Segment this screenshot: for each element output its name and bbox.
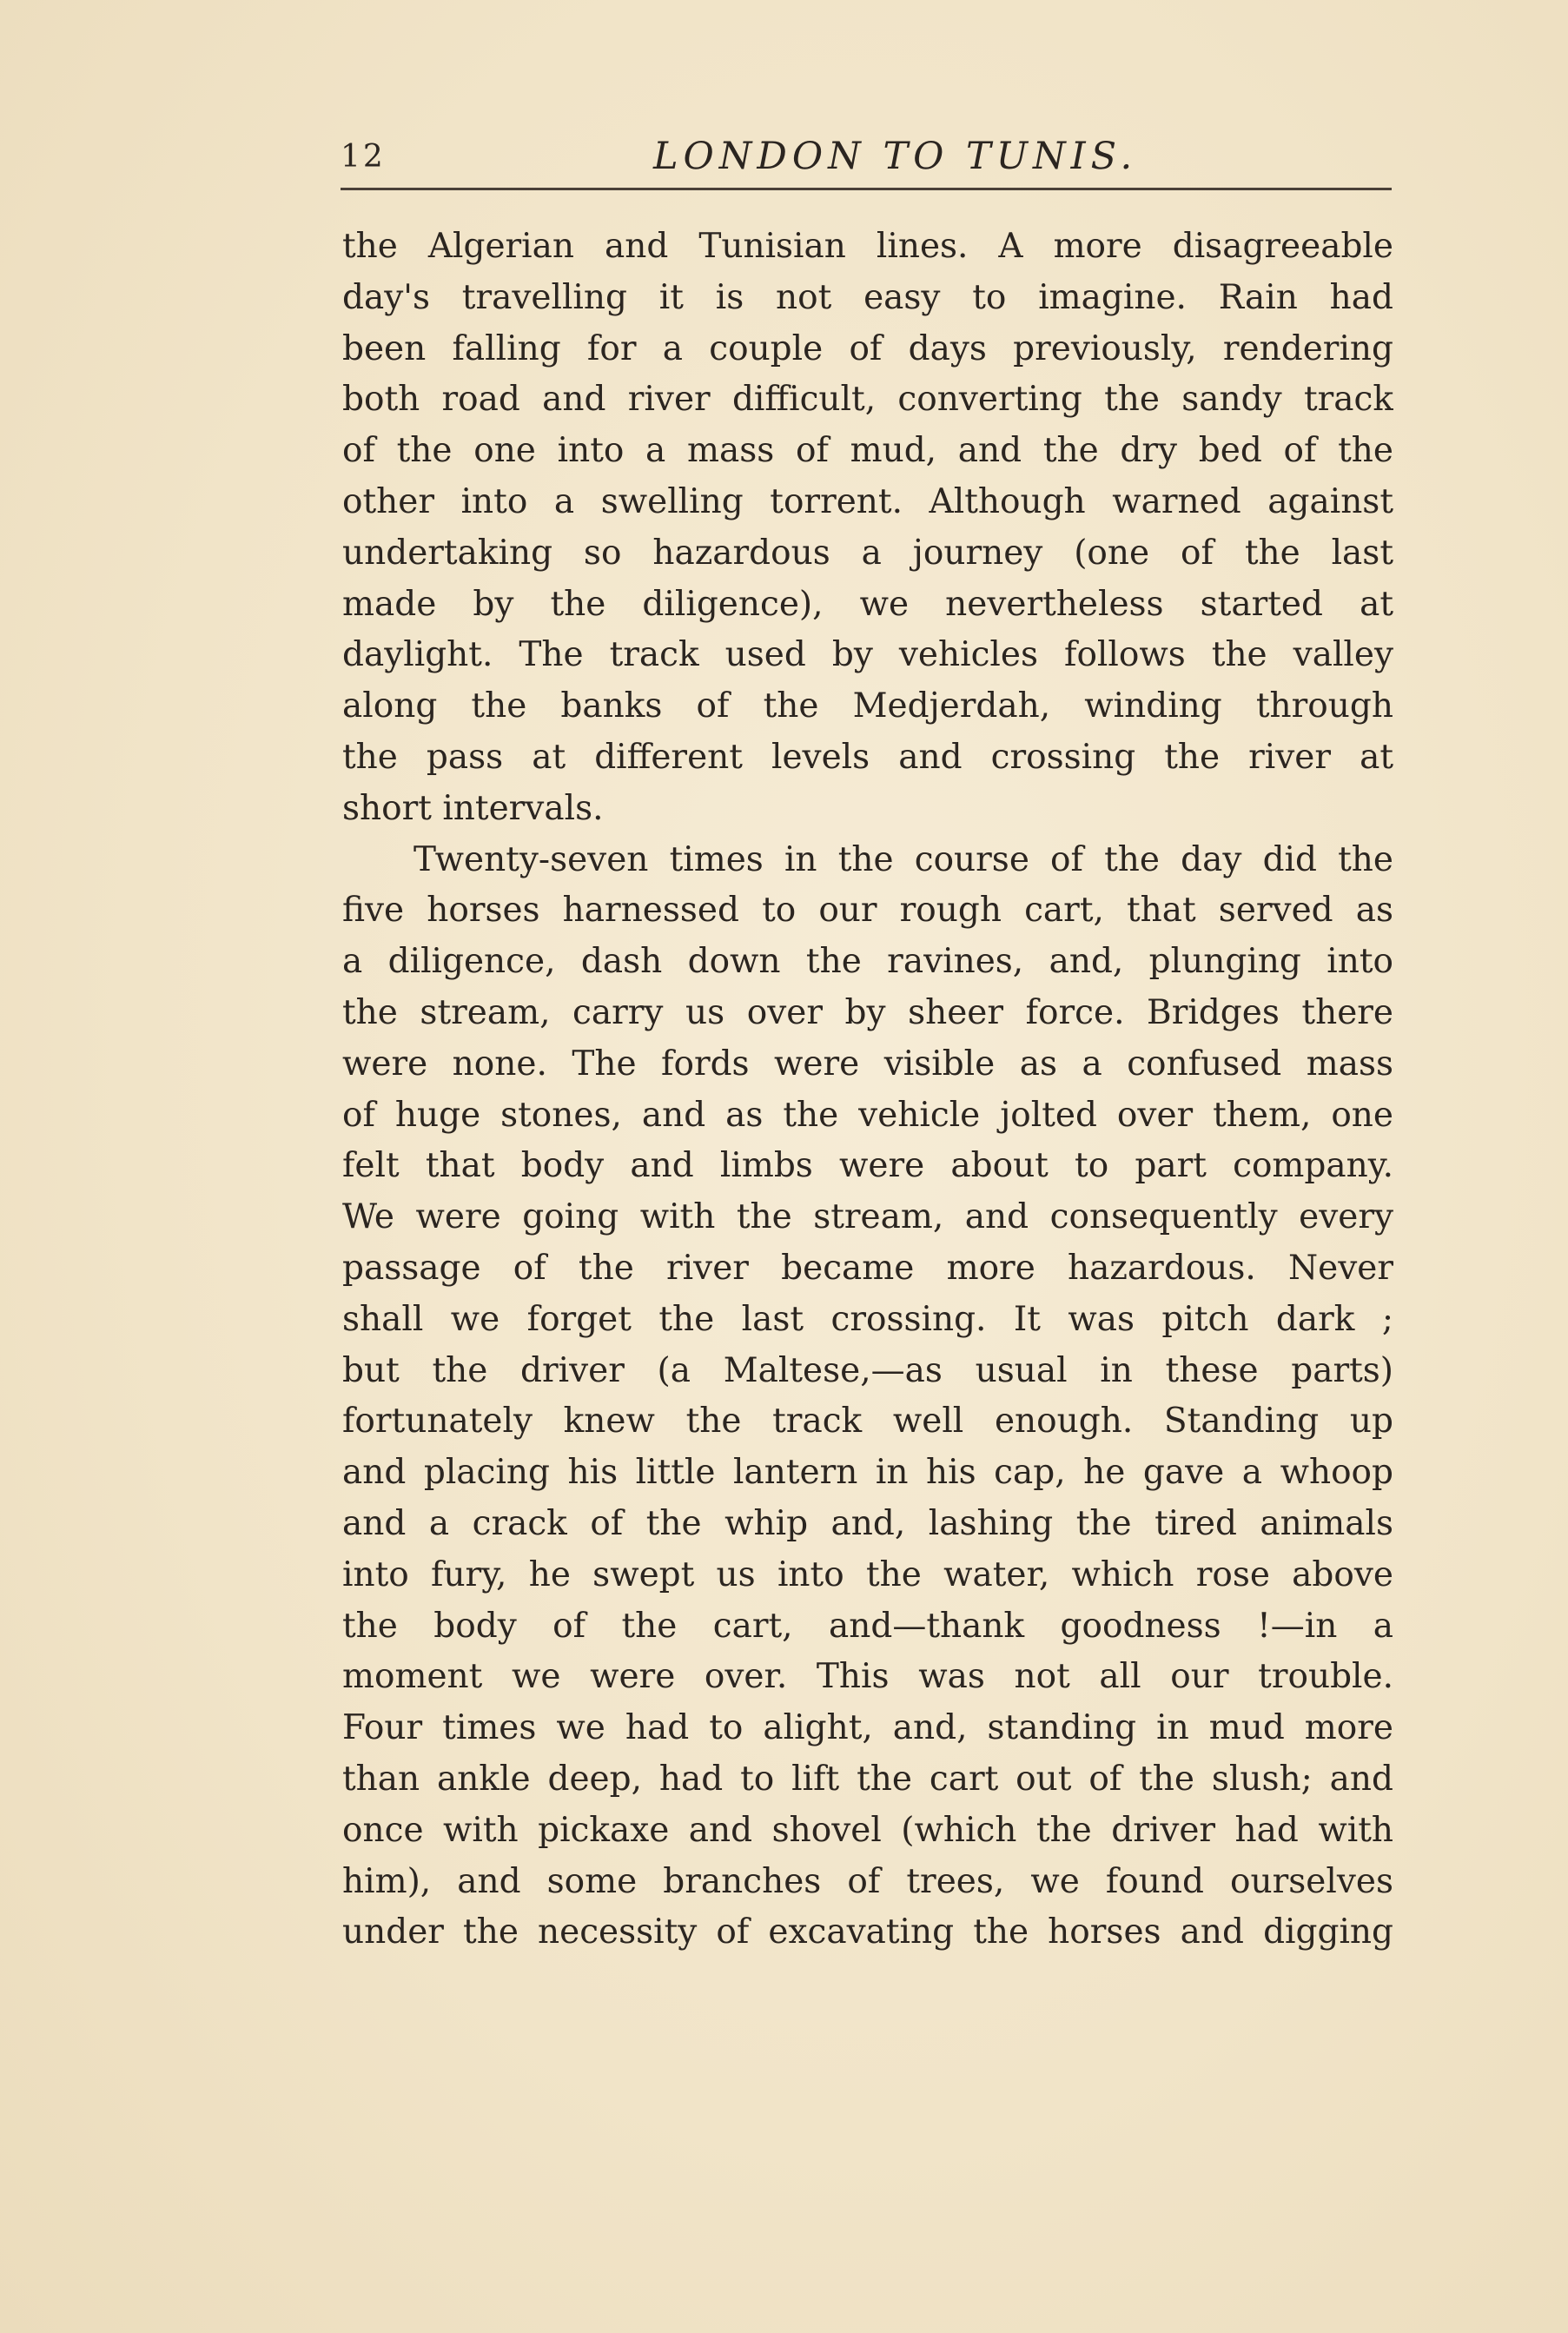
text-line: and placing his little lantern in his cap, he gave a whoop	[342, 1453, 1393, 1493]
text-line: under the necessity of excavating the horses and digging	[342, 1912, 1393, 1952]
text-line: been falling for a couple of days previously, rendering	[342, 328, 1393, 368]
text-line: Four times we had to alight, and, standing in mud more	[342, 1708, 1393, 1748]
paragraph	[342, 222, 1393, 835]
text-line: moment we were over. This was not all our trouble.	[342, 1657, 1393, 1697]
text-line: were none. The fords were visible as a confused mass	[342, 1044, 1393, 1084]
text-line: fortunately knew the track well enough. Standing up	[342, 1402, 1393, 1442]
text-line: the Algerian and Tunisian lines. A more disagreeable	[342, 227, 1393, 266]
text-line: once with pickaxe and shovel (which the driver had with	[342, 1810, 1393, 1850]
text-line: five horses harnessed to our rough cart, that served as	[342, 891, 1393, 931]
text-line: felt that body and limbs were about to part company.	[342, 1146, 1393, 1186]
body-text	[342, 222, 1393, 1959]
text-line: along the banks of the Medjerdah, winding through	[342, 686, 1393, 726]
text-line: of the one into a mass of mud, and the dry bed of the	[342, 431, 1393, 471]
text-line: Twenty-seven times in the course of the day did the	[414, 839, 1393, 879]
text-line: daylight. The track used by vehicles follows the valley	[342, 635, 1393, 675]
text-line: of huge stones, and as the vehicle jolted over them, one	[342, 1095, 1393, 1135]
text-line: but the driver (a Maltese,—as usual in these parts)	[342, 1350, 1393, 1390]
paragraph	[342, 835, 1393, 1959]
text-line: day's travelling it is not easy to imagine. Rain had	[342, 277, 1393, 317]
text-line: passage of the river became more hazardous. Never	[342, 1248, 1393, 1288]
header-rule	[341, 188, 1392, 190]
text-line: other into a swelling torrent. Although warned against	[342, 481, 1393, 521]
text-line: both road and river difficult, converting the sandy track	[342, 380, 1393, 420]
text-line: him), and some branches of trees, we found ourselves	[342, 1861, 1393, 1901]
text-line: shall we forget the last crossing. It was pitch dark ;	[342, 1299, 1393, 1339]
text-line: We were going with the stream, and consequently every	[342, 1197, 1393, 1237]
book-title: LONDON TO TUNIS.	[653, 135, 1138, 178]
running-head	[341, 130, 1392, 182]
text-line: and a crack of the whip and, lashing the tired animals	[342, 1503, 1393, 1543]
text-line: undertaking so hazardous a journey (one of the last	[342, 533, 1393, 573]
text-line: than ankle deep, had to lift the cart out of the slush; and	[342, 1759, 1393, 1799]
text-line: short intervals.	[342, 788, 604, 828]
text-line: the body of the cart, and—thank goodness !—in a	[342, 1606, 1393, 1646]
text-line: made by the diligence), we nevertheless started at	[342, 584, 1393, 624]
page-number: 12	[341, 139, 386, 175]
text-line: the pass at different levels and crossing the river at	[342, 737, 1393, 777]
text-line: the stream, carry us over by sheer force. Bridges there	[342, 992, 1393, 1032]
text-line: into fury, he swept us into the water, which rose above	[342, 1554, 1393, 1594]
text-line: a diligence, dash down the ravines, and, plunging into	[342, 942, 1393, 982]
